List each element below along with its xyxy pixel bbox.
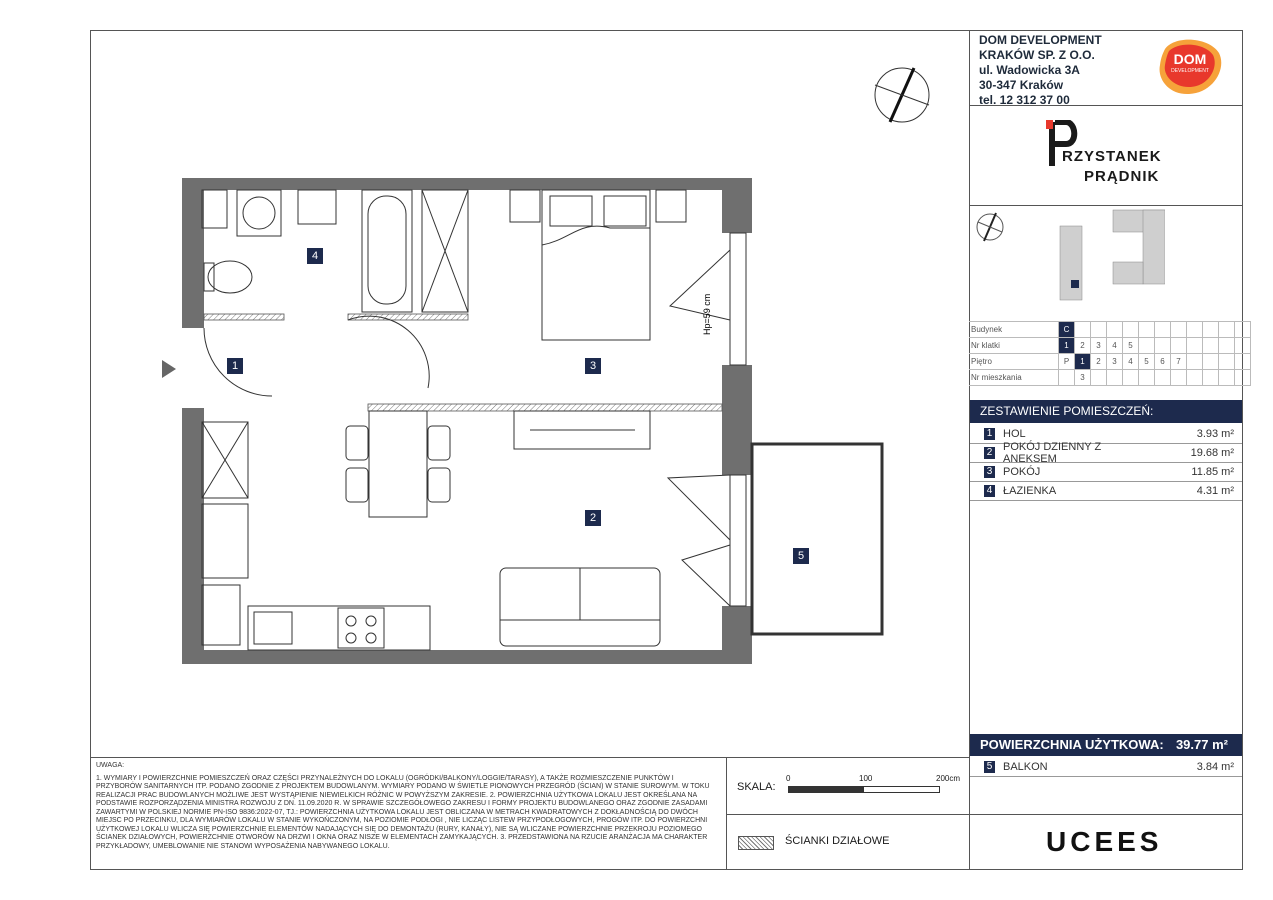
selector-cell [1235,322,1251,338]
floor-plan [90,30,970,730]
selector-cell[interactable]: 4 [1123,354,1139,370]
scale-bar [788,786,940,793]
sidebar-bottom-divider [969,814,1243,815]
balcony-row [970,758,1242,777]
selector-cell [1139,322,1155,338]
selector-cell [1139,370,1155,386]
selector-cell [1091,370,1107,386]
room-number: 2 [984,447,995,459]
room-number: 4 [984,485,995,497]
selector-row [969,354,1251,370]
selector-cell[interactable]: 5 [1139,354,1155,370]
selector-cell[interactable]: 1 [1059,338,1075,354]
selector-cell [1075,322,1091,338]
compass-icon [875,68,929,122]
selector-cell [1123,370,1139,386]
project-divider [969,205,1243,206]
selector-cell [1107,370,1123,386]
selector-cell[interactable]: 2 [1075,338,1091,354]
selector-row-label: Piętro [969,354,1059,370]
dom-logo-subtext: DEVELOPMENT [1171,68,1209,74]
selector-row-label: Nr mieszkania [969,370,1059,386]
selector-cell [1123,322,1139,338]
wall-left-lower [182,408,204,664]
selector-row [969,338,1251,354]
company-street: ul. Wadowicka 3A [979,63,1080,77]
room-name: HOL [1003,428,1026,440]
wall-left-upper [182,178,204,328]
room-name: ŁAZIENKA [1003,485,1057,497]
selector-cell [1235,354,1251,370]
partition-legend-label: ŚCIANKI DZIAŁOWE [785,835,890,847]
selector-cell[interactable]: C [1059,322,1075,338]
selector-cell[interactable]: 4 [1107,338,1123,354]
selector-cell [1107,322,1123,338]
room-marker-4: 4 [307,248,323,264]
total-area-value: 39.77 m² [1175,737,1228,752]
wall-right-mid [722,365,752,475]
room-area: 11.85 m² [1191,466,1234,478]
selector-cell [1155,370,1171,386]
company-info [979,33,1102,108]
partition-legend-swatch [738,836,774,850]
selector-cell[interactable]: 1 [1075,354,1091,370]
selector-cell [1203,338,1219,354]
selector-cell [1219,354,1235,370]
notes-text: 1. WYMIARY I POWIERZCHNIE POMIESZCZEŃ ORAZ CZĘŚCI PRZYNALEŻNYCH DO LOKALU (OGRÓDKI/BALKONY/LOGGIE/TARASY), A TAKŻE ROZMIESZCZENIE PUNKTÓW I PRZYBORÓW SANITARNYCH ITP. PODANO ZGODNIE Z PROJEKTEM BUDOWLANYM. WYMIARY PODANO W ŚWIETLE PIONOWYCH PRZEGRÓD (ŚCIAN) W STANIE SUROWYM. W TOKU REALIZACJI PRAC BUDOWLANYCH MOŻLIWE JEST WYSTĄPIENIE NIEWIELKICH RÓŻNIC W POWYŻSZYM ZAKRESIE. 2. POWIERZCHNIA UŻYTKOWA LOKALU JEST OKREŚLANA NA PODSTAWIE ROZPORZĄDZENIA MINISTRA ROZWOJU Z DN. 11.09.2020 R. W SPRAWIE SZCZEGÓŁOWEGO ZAKRESU I FORMY PROJEKTU BUDOWLANEGO ORAZ ZGODNIE ZASADAMI ZAWARTYMI W POLSKIEJ NORMIE PN-ISO 9836:2022-07, TJ.: POWIERZCHNIA UŻYTKOWA LOKALU JEST OBLICZANA W METRACH KWADRATOWYCH Z DOKŁADNOŚCIĄ DO DWÓCH MIEJSC PO PRZECINKU, DLA WYMIARÓW LOKALU W STANIE WYKOŃCZONYM, NA POZIOMIE PODŁOGI , NIE LICZĄC LISTEW PRZYPODŁOGOWYCH, PROGÓW ITP. DO POWIERZCHNI UŻYTKOWEJ LOKALU WLICZA SIĘ POWIERZCHNIE ELEMENTÓW NADAJĄCYCH SIĘ DO DEMONTAŻU (RURY, KANAŁY), NIE SĄ WLICZANE POWIERZCHNIE PRZEKROJU POZIOMEGO ŚCIANEK DZIAŁOWYCH, POWIERZCHNIE OTWORÓW NA DRZWI I OKNA ORAZ NISZE W ELEMENTACH ZAMYKAJĄCYCH. 3. PRZEDSTAWIONA NA RZUCIE ARANŻACJA MA CHARAKTER PRZYKŁADOWY, UMEBLOWANIE NIE STANOWI WYPOSAŻENIA NABYWANEGO LOKALU. [96,774,710,850]
unit-selector-table [969,321,1251,386]
scale-tick-100: 100 [859,774,873,783]
project-name-line1: RZYSTANEK [1062,148,1162,165]
selector-cell [1219,370,1235,386]
company-name-2: KRAKÓW SP. Z O.O. [979,48,1095,62]
selector-cell[interactable]: 3 [1075,370,1091,386]
ucees-logo: UCEES [1046,826,1163,857]
selector-cell [1235,370,1251,386]
room-area: 4.31 m² [1196,485,1234,497]
selector-cell[interactable]: 5 [1123,338,1139,354]
notes-title: UWAGA: [96,762,125,769]
selector-row [969,370,1251,386]
selector-cell[interactable]: 3 [1107,354,1123,370]
room-row [970,482,1242,501]
selector-cell[interactable]: 3 [1091,338,1107,354]
room-name: POKÓJ DZIENNY Z ANEKSEM [1003,441,1102,465]
room-marker-5: 5 [793,548,809,564]
selector-cell [1187,338,1203,354]
selector-cell [1171,338,1187,354]
project-name-line2: PRĄDNIK [1084,168,1160,185]
selector-cell [1155,322,1171,338]
room-row [970,441,1242,465]
summary-title: ZESTAWIENIE POMIESZCZEŃ: [980,404,1154,418]
total-area-label: POWIERZCHNIA UŻYTKOWA: [980,737,1164,752]
room-row [970,463,1242,482]
selector-cell [1219,338,1235,354]
company-city: 30-347 Kraków [979,78,1064,92]
selector-cell [1203,370,1219,386]
key-plan [975,208,1165,308]
scale-tick-200: 200cm [936,774,961,783]
wall-bottom [182,650,752,664]
selector-cell[interactable]: 7 [1171,354,1187,370]
height-note: Hp=59 cm [702,293,712,335]
selector-cell [1187,354,1203,370]
selector-cell [1139,338,1155,354]
room-marker-2: 2 [585,510,601,526]
selector-row [969,322,1251,338]
selector-cell [1187,322,1203,338]
wall-right-upper [722,178,752,233]
selector-row-label: Nr klatki [969,338,1059,354]
balcony-name: BALKON [1003,761,1048,773]
selector-cell [1219,322,1235,338]
selector-cell [1091,322,1107,338]
dom-logo-text: DOM [1173,51,1207,67]
room-marker-3: 3 [585,358,601,374]
balcony-area: 3.84 m² [1196,761,1234,773]
scale-label: SKALA: [737,781,776,793]
selector-cell[interactable]: 6 [1155,354,1171,370]
bottom-divider [90,757,969,758]
scale-tick-0: 0 [786,774,791,783]
dom-logo [1157,37,1224,95]
selector-cell [1059,370,1075,386]
summary-title-bar [970,400,1242,423]
company-phone: tel. 12 312 37 00 [979,93,1070,107]
selector-cell[interactable]: P [1059,354,1075,370]
room-name: POKÓJ [1003,466,1041,478]
scale-divider [726,814,969,815]
room-number: 1 [984,428,995,440]
selector-row-label: Budynek [969,322,1059,338]
total-area-bar [970,734,1242,756]
room-area: 3.93 m² [1196,428,1234,440]
selector-cell [1235,338,1251,354]
company-name-1: DOM DEVELOPMENT [979,33,1102,47]
wall-top [182,178,752,190]
room-marker-1: 1 [227,358,243,374]
selector-cell [1171,322,1187,338]
room-area: 19.68 m² [1190,447,1234,459]
notes-block [96,762,716,851]
selector-cell [1187,370,1203,386]
project-logo [1046,118,1176,198]
balcony-number: 5 [984,761,995,773]
selector-cell [1155,338,1171,354]
selector-cell[interactable]: 2 [1091,354,1107,370]
wall-right-lower [722,606,752,664]
selector-cell [1203,354,1219,370]
room-number: 3 [984,466,995,478]
selector-cell [1171,370,1187,386]
selector-cell [1203,322,1219,338]
